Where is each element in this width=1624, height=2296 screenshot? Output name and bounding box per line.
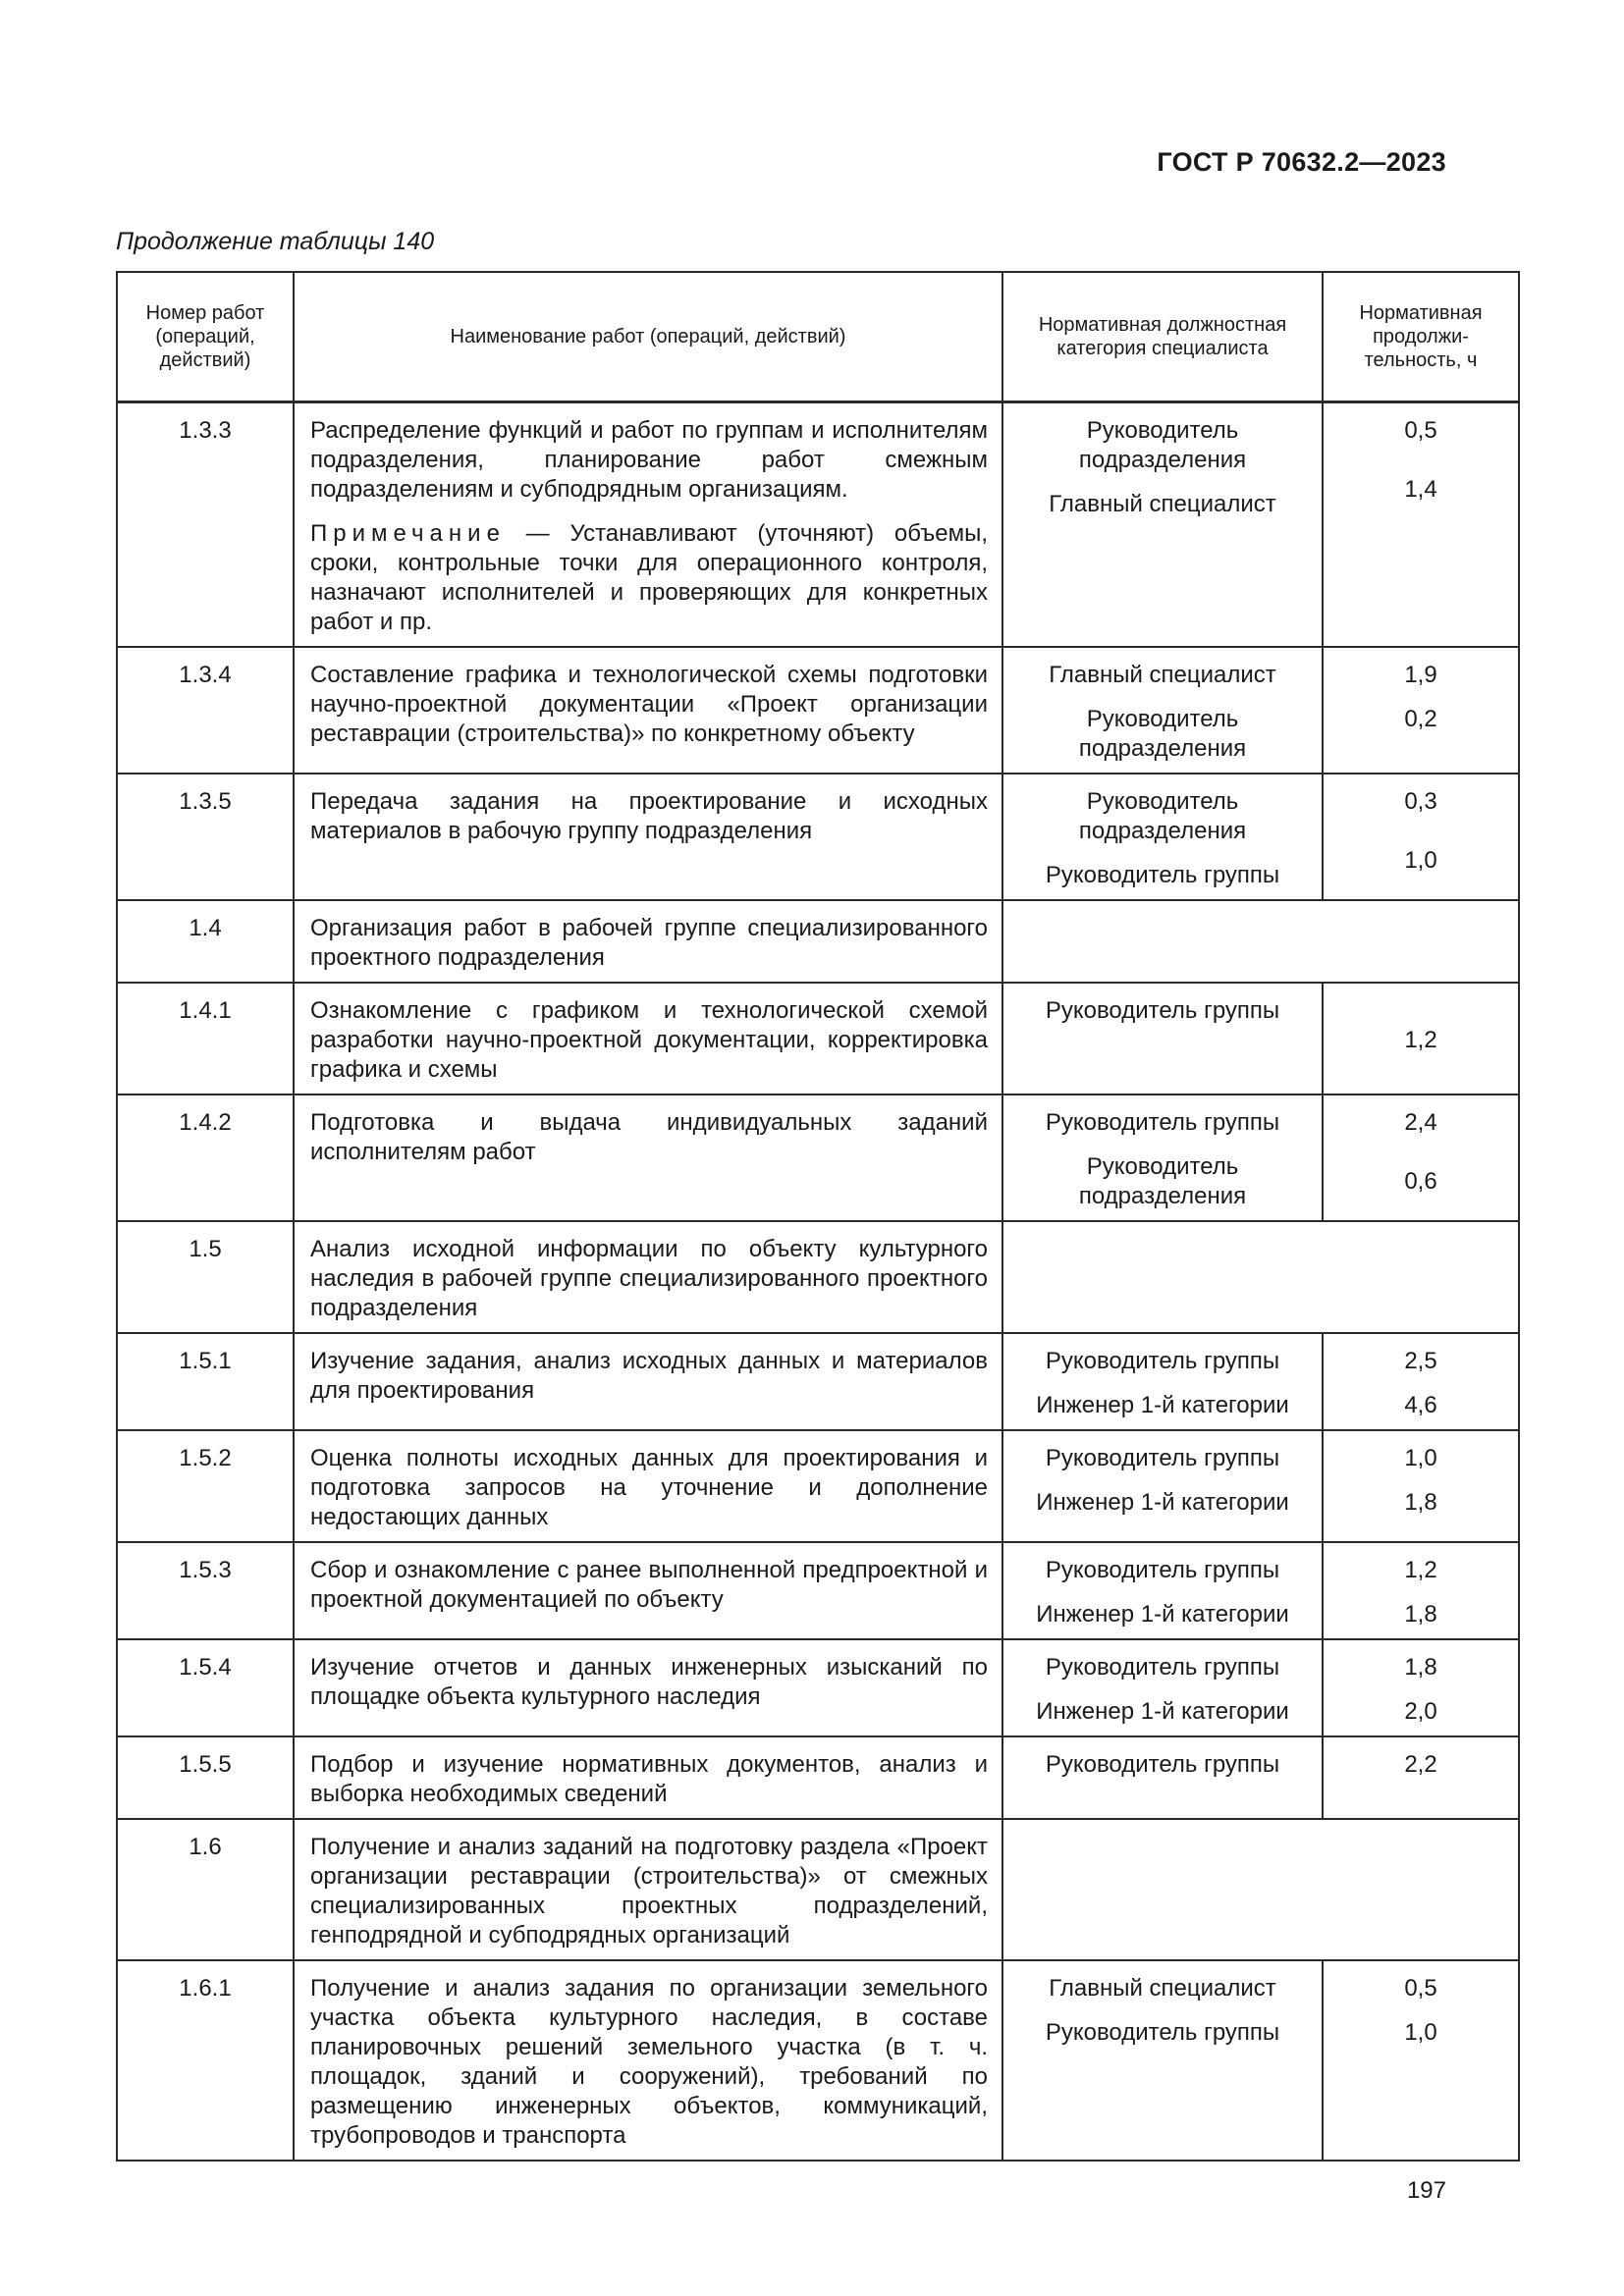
- table-row: [117, 1960, 1519, 2161]
- table-header: [117, 272, 1519, 402]
- row-description-text: Распределение функций и работ по группам и исполнителям подразделения, планирование работ смежным подразделениям и субподрядным организациям.: [310, 417, 988, 503]
- duration-entry: 2,5: [1404, 1348, 1437, 1374]
- norms-table: [116, 271, 1520, 2162]
- row-category: [1002, 1736, 1323, 1819]
- duration-entry: 2,0: [1404, 1698, 1437, 1725]
- category-entry: Руководитель подразделения: [1078, 417, 1247, 473]
- page-number: 197: [1406, 2177, 1446, 2204]
- row-description: Организация работ в рабочей группе специализированного проектного подразделения: [294, 900, 1002, 983]
- row-category: [1002, 647, 1323, 774]
- row-duration: [1323, 983, 1519, 1095]
- duration-entry: 0,5: [1404, 417, 1437, 444]
- row-description: Получение и анализ заданий на подготовку раздела «Проект организации реставрации (строительства)» от смежных специализированных проектных подразделений, генподрядной и субподрядных организаций: [294, 1819, 1002, 1960]
- row-number: 1.3.5: [117, 774, 294, 900]
- duration-entry: 1,0: [1404, 847, 1437, 874]
- row-number: 1.5.4: [117, 1639, 294, 1736]
- table-row: [117, 402, 1519, 648]
- row-description: Передача задания на проектирование и исходных материалов в рабочую группу подразделения: [294, 774, 1002, 900]
- category-entry: Инженер 1-й категории: [1036, 1489, 1289, 1516]
- duration-entry: 4,6: [1404, 1392, 1437, 1418]
- note-label: Примечание: [310, 520, 506, 547]
- row-category: [1002, 1960, 1323, 2161]
- table-row: [117, 1542, 1519, 1639]
- row-number: 1.3.4: [117, 647, 294, 774]
- table-row: [117, 1430, 1519, 1542]
- duration-entry: 1,8: [1404, 1654, 1437, 1681]
- category-entry: Руководитель группы: [1045, 1557, 1280, 1583]
- row-number: 1.6: [117, 1819, 294, 1960]
- table-row: [117, 1221, 1519, 1333]
- row-number: 1.5.3: [117, 1542, 294, 1639]
- row-duration: [1323, 1736, 1519, 1819]
- header-row: [117, 272, 1519, 402]
- row-number: 1.5.2: [117, 1430, 294, 1542]
- category-entry: Главный специалист: [1049, 1975, 1276, 2002]
- row-empty-cell: [1002, 1819, 1519, 1960]
- row-category: [1002, 1639, 1323, 1736]
- table-row: [117, 1639, 1519, 1736]
- row-category: [1002, 1542, 1323, 1639]
- column-header-number: Номер работ (операций, действий): [117, 272, 294, 402]
- category-entry: Руководитель группы: [1045, 862, 1280, 888]
- duration-entry: 1,8: [1404, 1489, 1437, 1516]
- row-description: Получение и анализ задания по организации земельного участка объекта культурного наследия, в составе планировочных решений земельного участка (в т. ч. площадок, зданий и сооружений), требований по размещению инженерных объектов, коммуникаций, трубопроводов и транспорта: [294, 1960, 1002, 2161]
- duration-entry: 1,9: [1404, 662, 1437, 688]
- table-row: [117, 1333, 1519, 1430]
- document-standard-header: ГОСТ Р 70632.2—2023: [1157, 147, 1446, 177]
- duration-entry: 1,2: [1404, 1027, 1437, 1053]
- duration-entry: 0,5: [1404, 1975, 1437, 2002]
- table-row: [117, 1736, 1519, 1819]
- row-description: Оценка полноты исходных данных для проектирования и подготовка запросов на уточнение и дополнение недостающих данных: [294, 1430, 1002, 1542]
- category-entry: Главный специалист: [1049, 491, 1276, 517]
- category-entry: Руководитель подразделения: [1078, 1153, 1247, 1209]
- column-header-name: Наименование работ (операций, действий): [294, 272, 1002, 402]
- row-description: Ознакомление с графиком и технологической схемой разработки научно-проектной документации, корректировка графика и схемы: [294, 983, 1002, 1095]
- duration-entry: 0,6: [1404, 1168, 1437, 1195]
- duration-entry: 1,0: [1404, 2019, 1437, 2046]
- table-row: [117, 1095, 1519, 1221]
- duration-entry: 1,2: [1404, 1557, 1437, 1583]
- column-header-category: Нормативная должностная категория специалиста: [1002, 272, 1323, 402]
- duration-entry: 1,8: [1404, 1601, 1437, 1628]
- table-row: [117, 774, 1519, 900]
- category-entry: Руководитель подразделения: [1078, 788, 1247, 844]
- row-number: 1.3.3: [117, 402, 294, 648]
- row-empty-cell: [1002, 1221, 1519, 1333]
- category-entry: Инженер 1-й категории: [1036, 1392, 1289, 1418]
- category-entry: Инженер 1-й категории: [1036, 1601, 1289, 1628]
- row-duration: [1323, 774, 1519, 900]
- duration-entry: 0,3: [1404, 788, 1437, 815]
- category-entry: Руководитель группы: [1045, 2019, 1280, 2046]
- row-description: Подбор и изучение нормативных документов, анализ и выборка необходимых сведений: [294, 1736, 1002, 1819]
- row-number: 1.5: [117, 1221, 294, 1333]
- row-category: [1002, 1095, 1323, 1221]
- row-category: [1002, 402, 1323, 648]
- row-duration: [1323, 1333, 1519, 1430]
- table-caption: Продолжение таблицы 140: [116, 228, 435, 255]
- row-number: 1.4.2: [117, 1095, 294, 1221]
- row-description: Сбор и ознакомление с ранее выполненной предпроектной и проектной документацией по объекту: [294, 1542, 1002, 1639]
- table-row: [117, 647, 1519, 774]
- row-duration: [1323, 1639, 1519, 1736]
- row-duration: [1323, 1960, 1519, 2161]
- row-description: Изучение отчетов и данных инженерных изысканий по площадке объекта культурного наследия: [294, 1639, 1002, 1736]
- row-category: [1002, 774, 1323, 900]
- row-description: Анализ исходной информации по объекту культурного наследия в рабочей группе специализированного проектного подразделения: [294, 1221, 1002, 1333]
- table-body: [117, 402, 1519, 2162]
- row-category: [1002, 1430, 1323, 1542]
- row-number: 1.4.1: [117, 983, 294, 1095]
- row-description: [294, 402, 1002, 648]
- column-header-duration: Нормативная продолжи-тельность, ч: [1323, 272, 1519, 402]
- duration-entry: 1,4: [1404, 476, 1437, 503]
- row-duration: [1323, 1430, 1519, 1542]
- category-entry: Руководитель группы: [1045, 1654, 1280, 1681]
- category-entry: Руководитель подразделения: [1078, 706, 1247, 762]
- duration-entry: 0,2: [1404, 706, 1437, 732]
- table-row: [117, 983, 1519, 1095]
- row-number: 1.5.1: [117, 1333, 294, 1430]
- row-empty-cell: [1002, 900, 1519, 983]
- row-number: 1.6.1: [117, 1960, 294, 2161]
- category-entry: Руководитель группы: [1045, 1751, 1280, 1778]
- row-number: 1.4: [117, 900, 294, 983]
- note-text: — Устанавливают (уточняют) объемы, сроки, контрольные точки для операционного контроля, назначают исполнителей и проверяющих для конкретных работ и пр.: [310, 520, 988, 635]
- row-category: [1002, 1333, 1323, 1430]
- duration-entry: 1,0: [1404, 1445, 1437, 1471]
- duration-entry: 2,2: [1404, 1751, 1437, 1778]
- row-description: Составление графика и технологической схемы подготовки научно-проектной документации «Проект организации реставрации (строительства)» по конкретному объекту: [294, 647, 1002, 774]
- row-category: [1002, 983, 1323, 1095]
- category-entry: Руководитель группы: [1045, 1109, 1280, 1136]
- row-description: Подготовка и выдача индивидуальных заданий исполнителям работ: [294, 1095, 1002, 1221]
- row-duration: [1323, 1542, 1519, 1639]
- row-duration: [1323, 647, 1519, 774]
- table-row: [117, 1819, 1519, 1960]
- category-entry: Инженер 1-й категории: [1036, 1698, 1289, 1725]
- table-row: [117, 900, 1519, 983]
- category-entry: Руководитель группы: [1045, 1348, 1280, 1374]
- row-duration: [1323, 402, 1519, 648]
- category-entry: Руководитель группы: [1045, 1445, 1280, 1471]
- row-duration: [1323, 1095, 1519, 1221]
- category-entry: Главный специалист: [1049, 662, 1276, 688]
- category-entry: Руководитель группы: [1045, 997, 1280, 1024]
- row-description: Изучение задания, анализ исходных данных и материалов для проектирования: [294, 1333, 1002, 1430]
- row-number: 1.5.5: [117, 1736, 294, 1819]
- row-note: [310, 519, 988, 637]
- duration-entry: 2,4: [1404, 1109, 1437, 1136]
